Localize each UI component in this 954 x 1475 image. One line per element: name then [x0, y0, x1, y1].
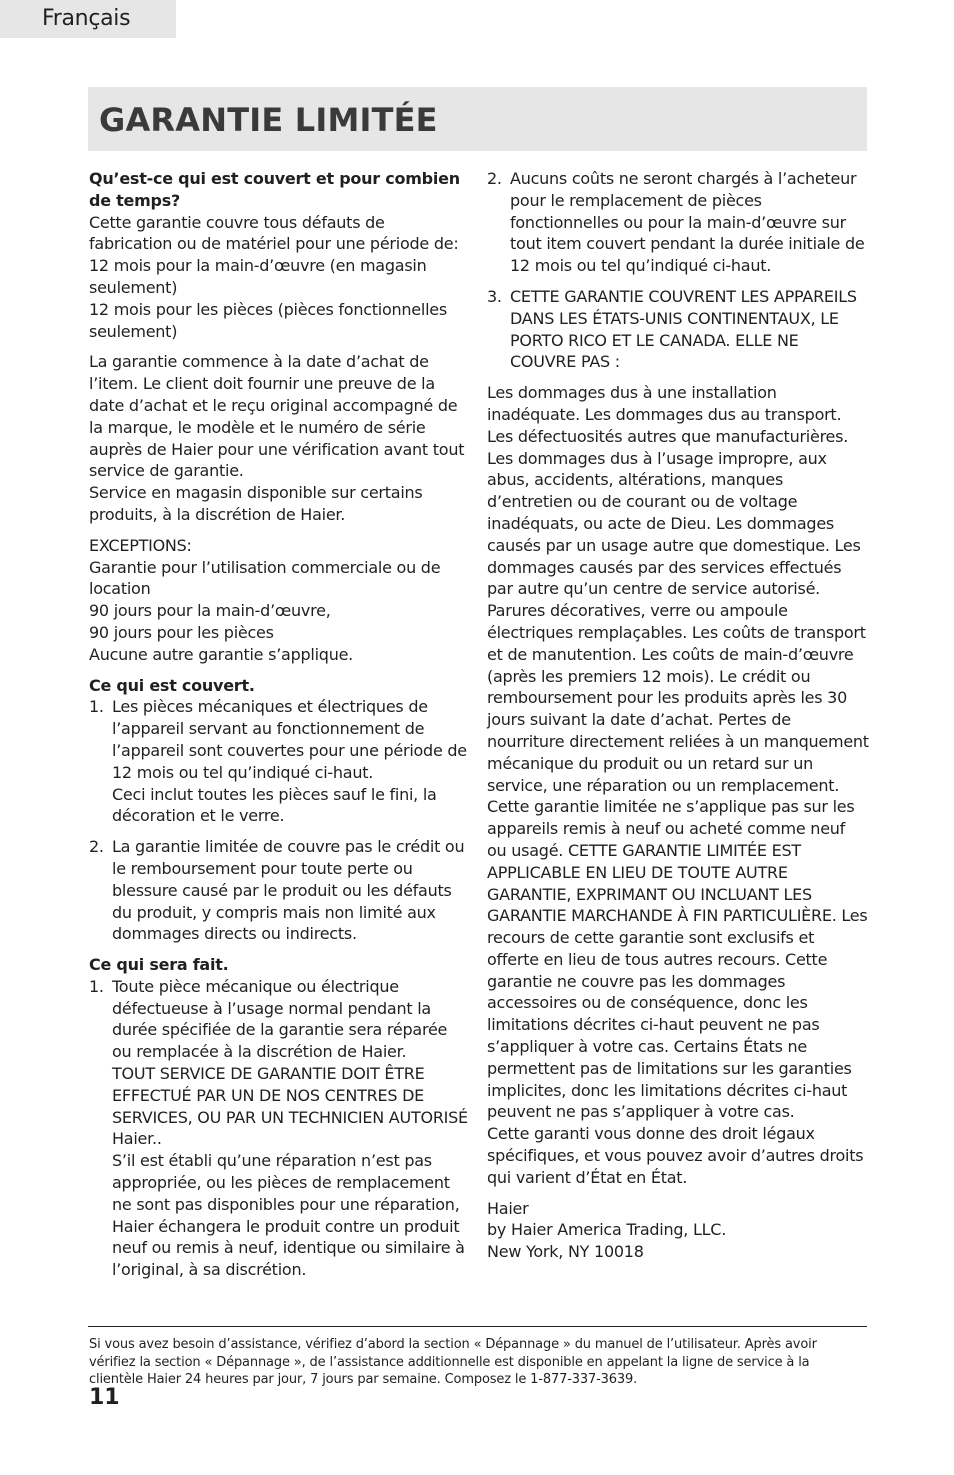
- coverage-line: Cette garantie couvre tous défauts de fabrication ou de matériel pour une période de:: [89, 212, 459, 254]
- coverage-heading: Qu’est-ce qui est couvert et pour combien de temps?: [89, 169, 460, 210]
- page-number: 11: [89, 1385, 120, 1410]
- list-text-part: S’il est établi qu’une réparation n’est pas appropriée, ou les pièces de remplacement ne sont pas disponibles pour une réparation, Haier échangera le produit contre un produit neuf ou remis à neuf, identique ou similaire à l’original, à sa discrétion.: [112, 1151, 465, 1280]
- list-item: [89, 836, 469, 945]
- list-text-part: Les pièces mécaniques et électriques de l’appareil servant au fonctionnement de l’appareil sont couvertes pour une période de 12 mois ou tel qu’indiqué ci-haut.: [112, 697, 467, 782]
- address-line: Haier: [487, 1198, 529, 1218]
- list-text-part: TOUT SERVICE DE GARANTIE DOIT ÊTRE EFFECTUÉ PAR UN DE NOS CENTRES DE SERVICES, OU PAR UN TECHNICIEN AUTORISÉ Haier..: [112, 1064, 468, 1149]
- address-line: by Haier America Trading, LLC.: [487, 1220, 727, 1240]
- exceptions-line: Aucune autre garantie s’applique.: [89, 644, 354, 664]
- list-text-part: Ceci inclut toutes les pièces sauf le fini, la décoration et le verre.: [112, 784, 437, 826]
- coverage-line: 12 mois pour la main-d’œuvre (en magasin seulement): [89, 256, 427, 297]
- exceptions-line: 90 jours pour la main-d’œuvre,: [89, 601, 331, 621]
- list-item: [487, 286, 869, 373]
- list-number: 2.: [89, 837, 104, 857]
- list-number: 1.: [89, 697, 104, 717]
- list-item: [89, 976, 469, 1281]
- exceptions-line: 90 jours pour les pièces: [89, 622, 274, 642]
- list-text: [112, 696, 469, 827]
- list-text: [112, 976, 469, 1281]
- legal-rights-paragraph: Cette garanti vous donne des droit légaux spécifiques, et vous pouvez avoir d’autres droits qui varient d’État en État.: [487, 1124, 864, 1187]
- right-column: [487, 168, 869, 1263]
- language-tab: Français: [0, 0, 176, 38]
- list-text: CETTE GARANTIE COUVRENT LES APPAREILS DANS LES ÉTATS-UNIS CONTINENTAUX, LE PORTO RICO ET LE CANADA. ELLE NE COUVRE PAS :: [510, 286, 857, 372]
- list-item: [487, 168, 869, 277]
- address-line: New York, NY 10018: [487, 1242, 644, 1262]
- title-bar: [88, 87, 867, 151]
- list-text: Aucuns coûts ne seront chargés à l’acheteur pour le remplacement de pièces fonctionnelles ou pour la main-d’œuvre sur tout item couvert pendant la durée initiale de 12 mois ou tel qu’indiqué ci-haut.: [510, 169, 865, 276]
- list-number: 2.: [487, 169, 502, 188]
- warranty-start-paragraph: La garantie commence à la date d’achat de l’item. Le client doit fournir une preuve de la date d’achat et le reçu original accompagné de la marque, le modèle et le numéro de série auprès de Haier pour une vérification avant tout service de garantie.: [89, 352, 465, 481]
- what-will-be-done-heading: Ce qui sera fait.: [89, 955, 229, 975]
- exceptions-label: EXCEPTIONS:: [89, 535, 192, 555]
- assistance-footnote: Si vous avez besoin d’assistance, vérifiez d’abord la section « Dépannage » du manuel de l’utilisateur. Après avoir vérifiez la section « Dépannage », de l’assistance additionnelle est disponible en appelant la ligne de service à la clientèle Haier 24 heures par jour, 7 jours par semaine. Composez le 1-877-337-3639.: [89, 1337, 817, 1387]
- exclusions-paragraph: Les dommages dus à une installation inadéquate. Les dommages dus au transport. Les défectuosités autres que manufacturières. Les dommages dus à l’usage impropre, aux abus, accidents, altérations, manques d’entretien ou de courant ou de voltage inadéquats, ou acte de Dieu. Les dommages causés par un usage autre que domestique. Les dommages causés par des services effectués par autre qu’un centre de service autorisé. Parures décoratives, verre ou ampoule électriques remplaçables. Les coûts de transport et de manutention. Les coûts de main-d’œuvre (après les premiers 12 mois). Le crédit ou remboursement pour les produits après les 30 jours suivant la date d’achat. Pertes de nourriture directement reliées à un manquement mécanique du produit ou un retard sur un service, une réparation ou un remplacement. Cette garantie limitée ne s’applique pas sur les appareils remis à neuf ou acheté comme neuf ou usagé. CETTE GARANTIE LIMITÉE EST APPLICABLE EN LIEU DE TOUTE AUTRE GARANTIE, EXPRIMANT OU INCLUANT LES GARANTIE MARCHANDE À FIN PARTICULIÈRE. Les recours de cette garantie sont exclusifs et offerte en lieu de tous autres recours. Cette garantie ne couvre pas les dommages accessoires ou de conséquence, donc les limitations décrites ci-haut peuvent ne pas s’appliquer à votre cas. Certains États ne permettent pas de limitations sur les garanties implicites, donc les limitations décrites ci-haut peuvent ne pas s’appliquer à votre cas.: [487, 383, 869, 1122]
- page-title: GARANTIE LIMITÉE: [99, 101, 438, 139]
- list-number: 1.: [89, 976, 104, 996]
- in-store-service-paragraph: Service en magasin disponible sur certains produits, à la discrétion de Haier.: [89, 483, 423, 524]
- list-item: [89, 696, 469, 827]
- list-text: La garantie limitée de couvre pas le crédit ou le remboursement pour toute perte ou blessure causé par le produit ou les défauts du produit, y compris mais non limité aux dommages directs ou indirects.: [112, 837, 465, 944]
- covered-heading: Ce qui est couvert.: [89, 675, 255, 695]
- footer-divider: [88, 1326, 867, 1327]
- coverage-line: 12 mois pour les pièces (pièces fonctionnelles seulement): [89, 299, 447, 341]
- list-number: 3.: [487, 286, 502, 306]
- left-column: [89, 168, 469, 1281]
- exceptions-line: Garantie pour l’utilisation commerciale ou de location: [89, 557, 441, 599]
- list-text-part: Toute pièce mécanique ou électrique défectueuse à l’usage normal pendant la durée spécifiée de la garantie sera réparée ou remplacée à la discrétion de Haier.: [112, 976, 448, 1062]
